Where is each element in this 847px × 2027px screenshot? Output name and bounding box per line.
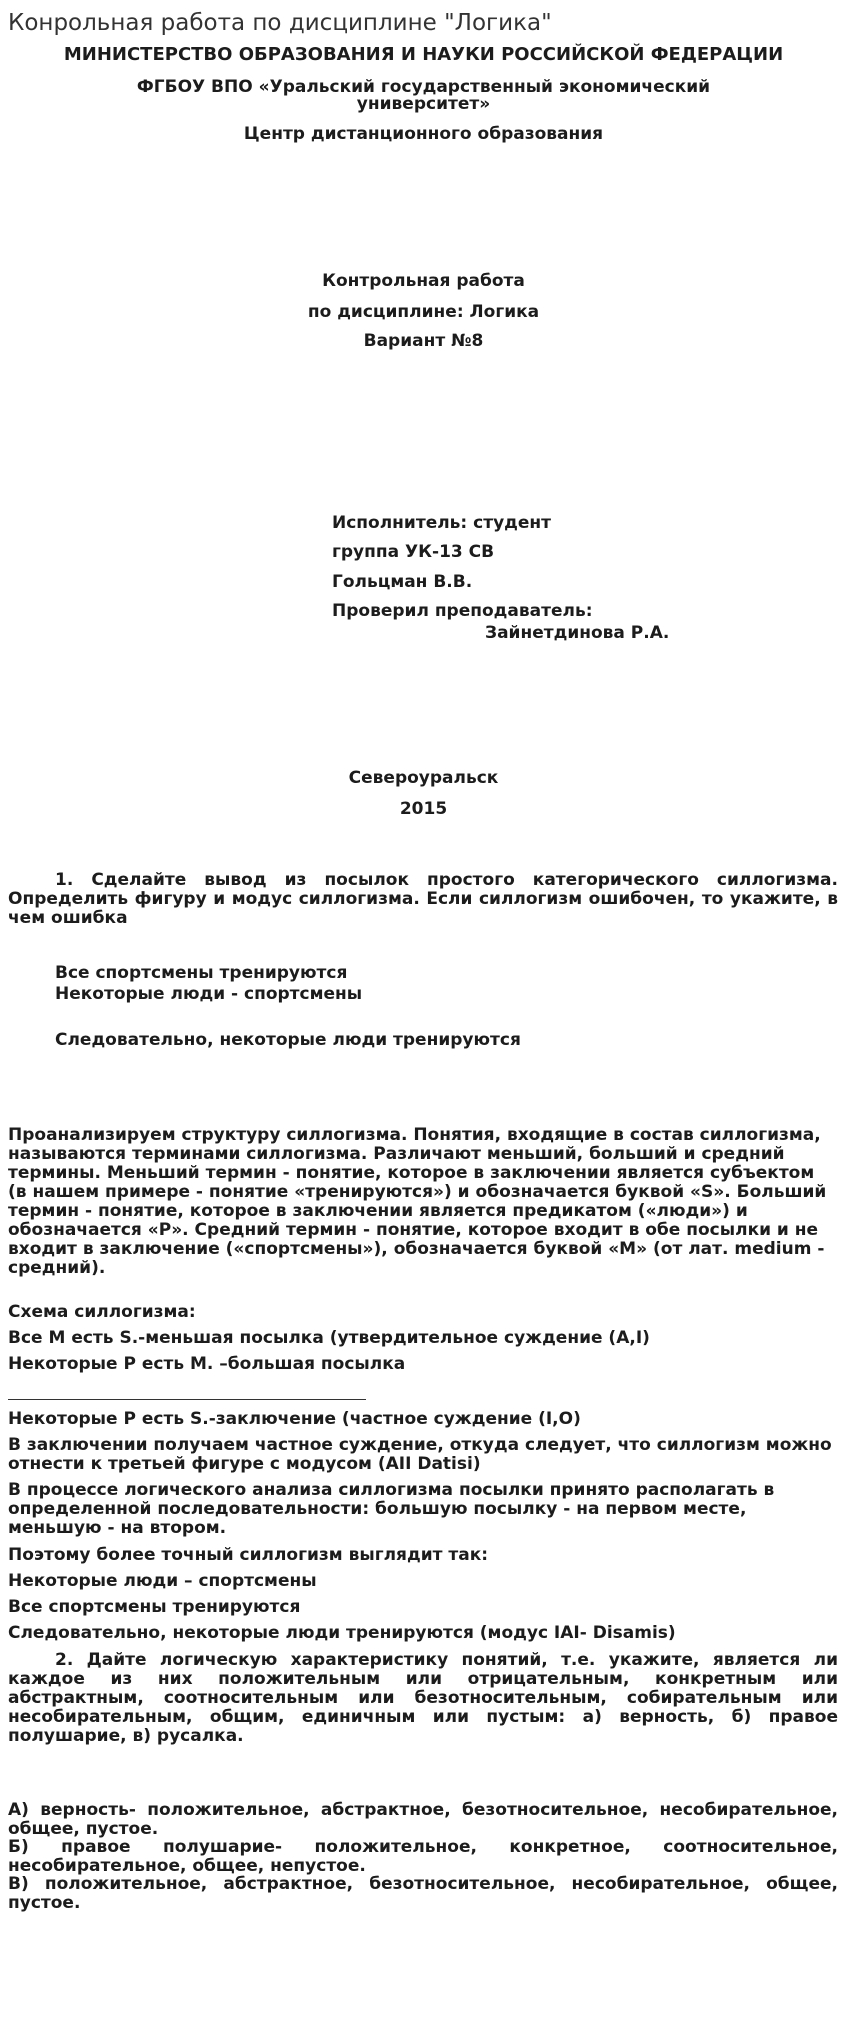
reviewer-name: Зайнетдинова Р.А. bbox=[485, 623, 670, 643]
analysis-intro: Проанализируем структуру силлогизма. Понятия, входящие в состав силлогизма, называются терминами силлогизма. Различают меньший, больший и средний термины. Меньший термин - понятие, которое в заключении является субъектом (в нашем примере - понятие «тренируются») и обозначается буквой «S». Больший термин - понятие, которое в заключении является предикатом («люди») и обозначается «Р». Средний термин - понятие, которое входит в обе посылки и не входит в заключение («спортсмены»), обозначается буквой «М» (от лат. medium - средний). bbox=[8, 1125, 827, 1278]
ministry-heading: МИНИСТЕРСТВО ОБРАЗОВАНИЯ И НАУКИ РОССИЙСКОЙ ФЕДЕРАЦИИ bbox=[63, 44, 784, 65]
revised-premise-2: Все спортсмены тренируются bbox=[8, 1597, 301, 1617]
revised-conclusion: Следовательно, некоторые люди тренируются (модус IAI- Disamis) bbox=[8, 1623, 676, 1643]
revised-premise-1: Некоторые люди – спортсмены bbox=[8, 1571, 317, 1591]
premise-1: Все спортсмены тренируются bbox=[55, 963, 348, 983]
university-line-1: ФГБОУ ВПО «Уральский государственный экономический bbox=[136, 77, 711, 97]
scheme-line-1: Все М есть S.-меньшая посылка (утвердительное суждение (А,I) bbox=[8, 1328, 650, 1348]
analysis-paragraph-1: В заключении получаем частное суждение, откуда следует, что силлогизм можно отнести к третьей фигуре с модусом (АII Datisi) bbox=[8, 1435, 832, 1474]
scheme-line-2: Некоторые Р есть М. –большая посылка bbox=[8, 1354, 406, 1374]
discipline-title: по дисциплине: Логика bbox=[307, 302, 540, 322]
task-1-conclusion: Следовательно, некоторые люди тренируются bbox=[55, 1030, 521, 1050]
analysis-paragraph-2: В процессе логического анализа силлогизма посылки принято располагать в определенной последовательности: большую посылку - на первом месте, меньшую - на втором. bbox=[8, 1480, 775, 1538]
work-title: Контрольная работа bbox=[322, 271, 525, 291]
premise-2: Некоторые люди - спортсмены bbox=[55, 984, 363, 1004]
task-2-text: 2. Дайте логическую характеристику понятий, т.е. укажите, является ли каждое из них положительным или отрицательным, конкретным или абстрактным, соотносительным или безотносительным, собирательным или несобирательным, общим, единичным или пустым: а) верность, б) правое полушарие, в) русалка. bbox=[8, 1650, 838, 1746]
analysis-paragraph-3: Поэтому более точный силлогизм выглядит так: bbox=[8, 1545, 489, 1565]
document-title: Конрольная работа по дисциплине "Логика" bbox=[8, 10, 552, 36]
year: 2015 bbox=[399, 799, 448, 819]
answer-a: А) верность- положительное, абстрактное, безотносительное, несобирательное, общее, пустое. bbox=[8, 1800, 838, 1839]
executor-name: Гольцман В.В. bbox=[332, 572, 473, 592]
scheme-label: Схема силлогизма: bbox=[8, 1302, 196, 1322]
answer-c: В) положительное, абстрактное, безотносительное, несобирательное, общее, пустое. bbox=[8, 1874, 838, 1913]
center-name: Центр дистанционного образования bbox=[243, 124, 604, 144]
divider-line bbox=[8, 1399, 366, 1400]
answer-b: Б) правое полушарие- положительное, конкретное, соотносительное, несобирательное, общее, непустое. bbox=[8, 1837, 838, 1876]
reviewer-label: Проверил преподаватель: bbox=[332, 601, 593, 621]
scheme-line-3: Некоторые Р есть S.-заключение (частное суждение (I,O) bbox=[8, 1409, 581, 1429]
executor-label: Исполнитель: студент bbox=[332, 513, 552, 533]
task-1-text: 1. Сделайте вывод из посылок простого категорического силлогизма. Определить фигуру и модус силлогизма. Если силлогизм ошибочен, то укажите, в чем ошибка bbox=[8, 870, 838, 928]
variant-title: Вариант №8 bbox=[363, 331, 484, 351]
executor-group: группа УК-13 СВ bbox=[332, 542, 495, 562]
university-line-2: университет» bbox=[356, 94, 491, 114]
city: Североуральск bbox=[348, 768, 499, 788]
